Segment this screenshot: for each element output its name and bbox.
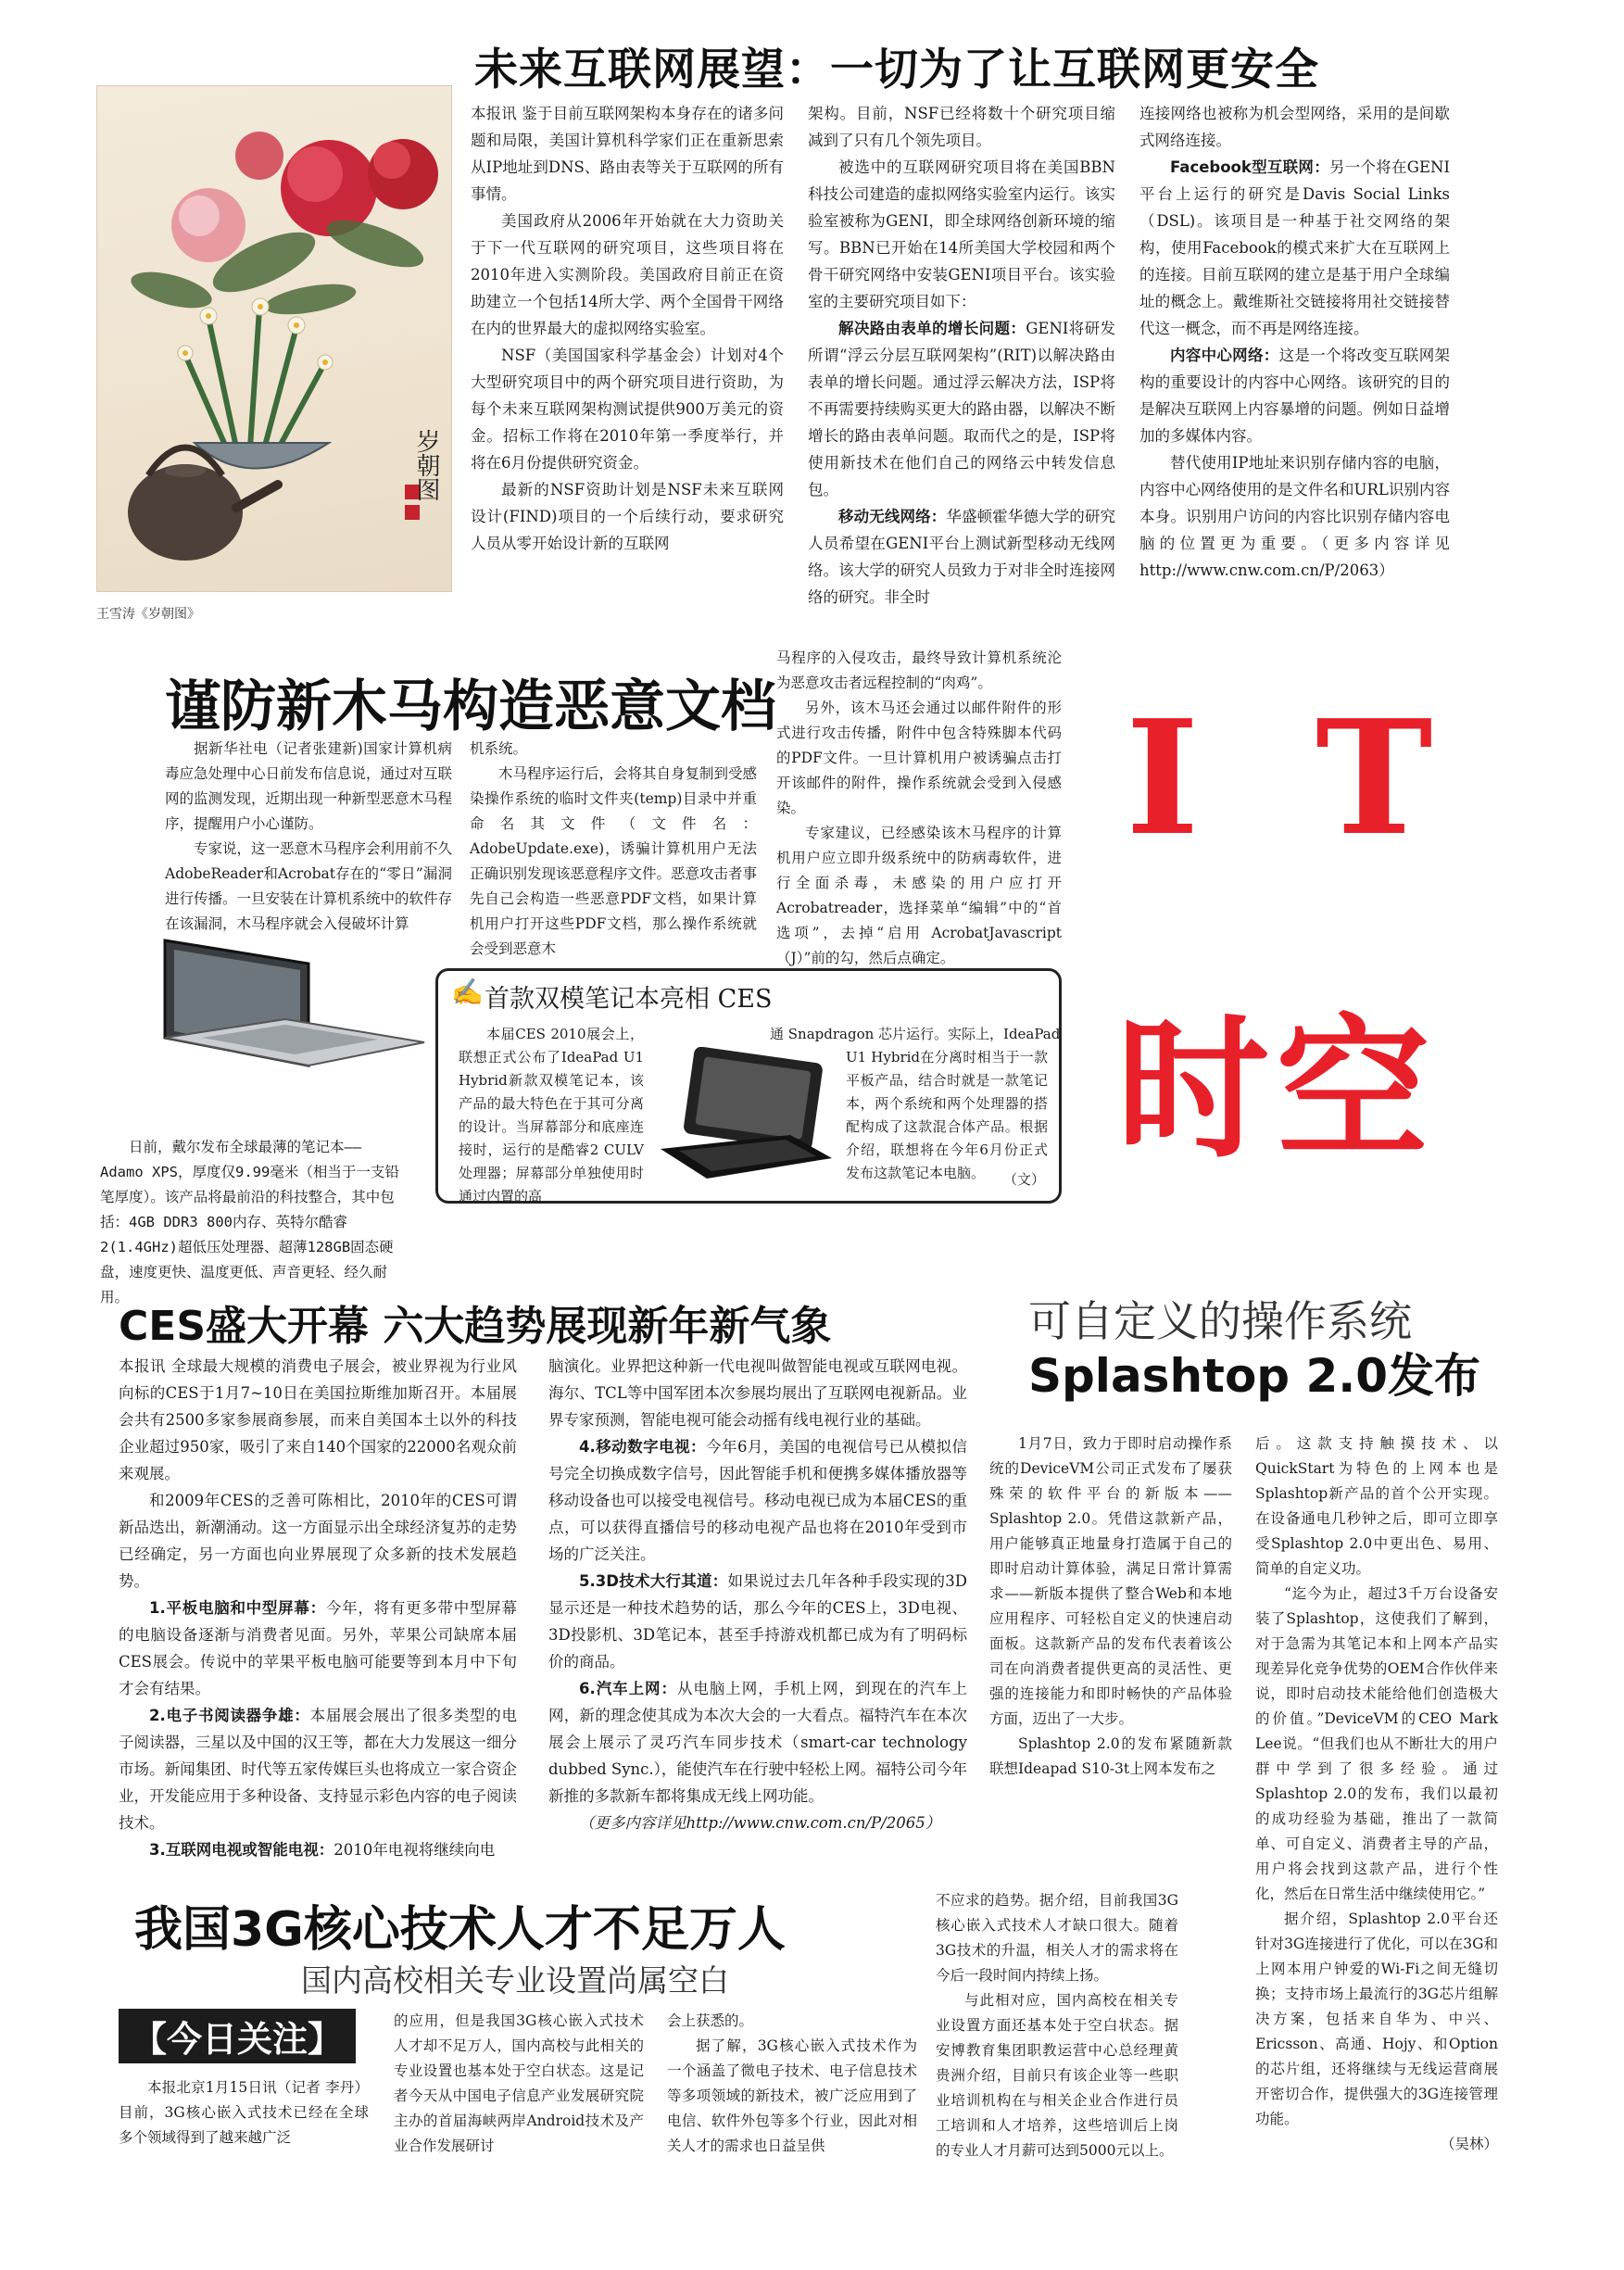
- paragraph: 本报北京1月15日讯（记者 李丹）目前，3G核心嵌入式技术已经在全球多个领域得到了越来越广泛: [119, 2079, 369, 2146]
- article1-title: 未来互联网展望：一切为了让互联网更安全: [474, 44, 1319, 95]
- paragraph: 移动无线网络：华盛顿霍华德大学的研究人员希望在GENI平台上测试新型移动无线网络。该大学的研究人员致力于对非全时连接网络的研究。非全时: [808, 508, 1116, 606]
- article5-col3: [667, 2009, 917, 2159]
- paragraph-lead-in: 2.电子书阅读器争雄：: [149, 1707, 310, 1724]
- paragraph: 3.互联网电视或智能电视：2010年电视将继续向电: [149, 1841, 496, 1859]
- article2-title: 谨防新木马构造恶意文档: [165, 675, 776, 739]
- paragraph: 解决路由表单的增长问题：GENI将研发所谓“浮云分层互联网架构”(RIT)以解决路由表单的增长问题。通过浮云解决方法，ISP将不再需要持续购买更大的路由器，以解决不断增长的路由表单问题。取而代之的是，ISP将使用新技术在他们自己的网络云中转发信息包。: [808, 320, 1115, 498]
- paragraph: 1月7日，致力于即时启动操作系统的DeviceVM公司正式发布了屡获殊荣的软件平台的新版本——Splashtop 2.0。凭借这款新产品，用户能够真正地量身打造属于自己的即时启动计算体验，满足日常计算需求——新版本提供了整合Web和本地应用程序、可轻松自定义的快速启动面板。这款新产品的发布代表着该公司在向消费者提供更高的灵活性、更强的连接能力和即时畅快的产品体验方面，迈出了一大步。: [989, 1435, 1232, 1727]
- notebook-box-signature: （文）: [1003, 1171, 1046, 1188]
- flower-painting-graphic: [97, 86, 451, 591]
- paragraph: （吴林）: [1440, 2136, 1498, 2152]
- article1-col2: [808, 100, 1115, 611]
- paragraph: 6.汽车上网：从电脑上网，手机上网，到现在的汽车上网，新的理念使其成为本次大会的一大看点。福特汽车在本次展会上展示了灵巧汽车同步技术（smart-car technology dubbed Sync.），能使汽车在行驶中轻松上网。福特公司今年新推的多款新车都将集成无线上网功能。: [548, 1680, 968, 1805]
- paragraph: 脑演化。业界把这种新一代电视叫做智能电视或互联网电视。海尔、TCL等中国军团本次参展均展出了互联网电视新品。业界专家预测，智能电视可能会动摇有线电视行业的基础。: [548, 1357, 967, 1429]
- paragraph: 美国政府从2006年开始就在大力资助关于下一代互联网的研究项目，这些项目将在2010年进入实测阶段。美国政府目前正在资助建立一个包括14所大学、两个全国骨干网络在内的世界最大的虚拟网络实验室。: [471, 212, 784, 337]
- it-banner-letter-i: I: [1126, 686, 1200, 871]
- article4-col2: [1255, 1431, 1498, 2157]
- paragraph: 内容中心网络：这是一个将改变互联网架构的重要设计的内容中心网络。该研究的目的是解决互联网上内容暴增的问题。例如日益增加的多媒体内容。: [1139, 347, 1451, 445]
- laptop-caption: 日前，戴尔发布全球最薄的笔记本——Adamo XPS，厚度仅9.99毫米（相当于一支铅笔厚度）。该产品将最前沿的科技整合，其中包括：4GB DDR3 800内存、英特尔酷睿2(1.4GHz)超低压处理器、超薄128GB固态硬盘，速度更快、温度更低、声音更轻、经久耐用。: [100, 1139, 399, 1305]
- paragraph-lead-in: 移动无线网络：: [838, 508, 947, 525]
- paragraph-lead-in: 1.平板电脑和中型屏幕：: [149, 1599, 326, 1617]
- laptop-photo: [146, 927, 434, 1112]
- paragraph: 马程序的入侵攻击，最终导致计算机系统沦为恶意攻击者远程控制的“肉鸡”。: [776, 649, 1062, 691]
- it-banner-shikong: 时空: [1116, 999, 1437, 1179]
- article5-title: 我国3G核心技术人才不足万人: [134, 1902, 786, 1958]
- article2-col1: [165, 737, 452, 937]
- paragraph: 连接网络也被称为机会型网络，采用的是间歇式网络连接。: [1139, 105, 1450, 149]
- paragraph: 后。这款支持触摸技术、以QuickStart为特色的上网本也是Splashtop新产品的首个公开实现。在设备通电几秒钟之后，即可立即享受Splashtop 2.0中更出色、易用、简单的自定义功。: [1255, 1435, 1498, 1577]
- paragraph-lead-in: 解决路由表单的增长问题：: [838, 320, 1026, 337]
- paragraph: 木马程序运行后，会将其自身复制到受感染操作系统的临时文件夹(temp)目录中并重命名其文件（文件名：AdobeUpdate.exe)，诱骗计算机用户无法正确识别发现该恶意程序文件。恶意攻击者事先自己会构造一些恶意PDF文档，如果计算机用户打开这些PDF文档，那么操作系统就会受到恶意木: [470, 765, 758, 957]
- paragraph: 的应用，但是我国3G核心嵌入式技术人才却不足万人，国内高校与此相关的专业设置也基本处于空白状态。这是记者今天从中国电子信息产业发展研究院主办的首届海峡两岸Android技术及产业合作发展研讨: [394, 2012, 644, 2154]
- paragraph: 据新华社电（记者张建新)国家计算机病毒应急处理中心日前发布信息说，通过对互联网的监测发现，近期出现一种新型恶意木马程序，提醒用户小心谨防。: [165, 740, 453, 832]
- paragraph: Splashtop 2.0的发布紧随新款联想Ideapad S10-3t上网本发布之: [989, 1735, 1232, 1777]
- article5-subtitle: 国内高校相关专业设置尚属空白: [301, 1962, 729, 1999]
- paragraph: 机系统。: [470, 740, 528, 757]
- notebook-box-text-top-right: 通 Snapdragon 芯片运行。实际上，IdeaPad: [770, 1026, 1061, 1042]
- notebook-box-title: 首款双模笔记本亮相 CES: [485, 985, 773, 1014]
- article3-title: CES盛大开幕 六大趋势展现新年新气象: [119, 1303, 832, 1350]
- paragraph: 本报讯 鉴于目前互联网架构本身存在的诸多问题和局限，美国计算机科学家们正在重新思索从IP地址到DNS、路由表等关于互联网的所有事情。: [471, 105, 784, 203]
- paragraph: 专家建议，已经感染该木马程序的计算机用户应立即升级系统中的防病毒软件，进行全面杀毒，未感染的用户应打开Acrobatreader，选择菜单“编辑”中的“首选项”，去掉“启用 AcrobatJavascript（J）”前的勾，然后点确定。: [776, 825, 1062, 966]
- paragraph: 本报讯 全球最大规模的消费电子展会，被业界视为行业风向标的CES于1月7~10日在美国拉斯维加斯召开。本届展会共有2500多家参展商参展，而来自美国本土以外的科技企业超过950家，吸引了来自140个国家的22000名观众前来观展。: [119, 1357, 517, 1482]
- article4-col1: [989, 1431, 1232, 1782]
- laptop-graphic: [146, 927, 434, 1112]
- pen-icon: ✍: [451, 977, 484, 1007]
- article1-col1: [471, 100, 784, 557]
- notebook-box-text-left: 本届CES 2010展会上，联想正式公布了IdeaPad U1 Hybrid新款双模笔记本，该产品的最大特色在于其可分离的设计。当屏幕部分和底座连接时，运行的是酷睿2 CULV处理器；屏幕部分单独使用时通过内置的高: [459, 1026, 644, 1204]
- paragraph: 另外，该木马还会通过以邮件附件的形式进行攻击传播，附件中包含特殊脚本代码的PDF文件。一旦计算机用户被诱骗点击打开该邮件的附件，操作系统就会受到入侵感染。: [776, 700, 1062, 816]
- paragraph: 与此相对应，国内高校在相关专业设置方面还基本处于空白状态。据安博教育集团职教运营中心总经理黄贵洲介绍，目前只有该企业等一些职业培训机构在与相关企业合作进行员工培训和人才培养，这些培训后上岗的专业人才月薪可达到5000元以上。: [936, 1992, 1178, 2159]
- notebook-box-text-right: U1 Hybrid在分离时相当于一款平板产品，结合时就是一款笔记本，两个系统和两个处理器的搭配构成了这款混合体产品。根据介绍，联想将在今年6月份正式发布这款笔记本电脑。: [846, 1049, 1048, 1181]
- today-focus-tag: 【今日关注】: [119, 2009, 356, 2063]
- paragraph: 架构。目前，NSF已经将数十个研究项目缩减到了只有几个领先项目。: [808, 105, 1115, 149]
- article5-col2: [394, 2009, 644, 2159]
- painting-caption: 王雪涛《岁朝图》: [96, 607, 200, 622]
- article5-col1: [119, 2075, 369, 2150]
- paragraph: NSF（美国国家科学基金会）计划对4个大型研究项目中的两个研究项目进行资助，为每个未来互联网架构测试提供900万美元的资金。招标工作将在2010年第一季度举行，并将在6月份提供研究资金。: [471, 347, 784, 472]
- hybrid-device-graphic: [651, 1047, 837, 1186]
- paragraph: 据介绍，Splashtop 2.0平台还针对3G连接进行了优化，可以在3G和上网本用户钟爱的Wi-Fi之间无缝切换；支持市场上最流行的3G芯片组解决方案，包括来自华为、中兴、Ericsson、高通、Hojy、和Option的芯片组，还将继续与无线运营商展开密切合作，提供强大的3G连接管理功能。: [1255, 1911, 1498, 2127]
- article4-title-line2: Splashtop 2.0发布: [1028, 1349, 1481, 1403]
- paragraph: 2.电子书阅读器争雄：本届展会展出了很多类型的电子阅读器，三星以及中国的汉王等，都在大力发展这一细分市场。新闻集团、时代等五家传媒巨头也将成立一家合资企业，开发能应用于多种设备、支持显示彩色内容的电子阅读技术。: [119, 1707, 518, 1832]
- paragraph: （更多内容详见http://www.cnw.com.cn/P/2065）: [579, 1814, 941, 1832]
- paragraph-lead-in: 4.移动数字电视：: [579, 1438, 706, 1456]
- painting-inscription: 岁朝图: [412, 429, 440, 501]
- device-photo: [651, 1047, 837, 1186]
- it-banner-letter-t: T: [1316, 686, 1433, 871]
- paragraph-lead-in: Facebook型互联网：: [1170, 158, 1329, 176]
- paragraph: 5.3D技术大行其道：如果说过去几年各种手段实现的3D显示还是一种技术趋势的话，那么今年的CES上，3D电视、3D投影机、3D笔记本，甚至手持游戏机都已成为有了明码标价的商品。: [548, 1572, 967, 1671]
- paragraph: 替代使用IP地址来识别存储内容的电脑，内容中心网络使用的是文件名和URL识别内容本身。识别用户访问的内容比识别存储内容电脑的位置更为重要。（更多内容详见http://www.cnw.com.cn/P/2063）: [1139, 454, 1450, 579]
- paragraph: 会上获悉的。: [667, 2012, 754, 2029]
- article3-col2: [548, 1353, 967, 1836]
- paragraph: Facebook型互联网：另一个将在GENI平台上运行的研究是Davis Social Links（DSL)。该项目是一种基于社交网络的架构，使用Facebook的模式来扩大在互联网上的连接。目前互联网的建立是基于用户全球编址的概念上。戴维斯社交链接将用社交链接替代这一概念，而不再是网络连接。: [1139, 158, 1450, 337]
- paragraph: 据了解，3G核心嵌入式技术作为一个涵盖了微电子技术、电子信息技术等多项领域的新技术，被广泛应用到了电信、软件外包等多个行业，因此对相关人才的需求也日益呈供: [667, 2037, 917, 2154]
- article5-col4: [936, 1888, 1178, 2163]
- notebook-box: [435, 968, 1062, 1204]
- seal-stamp: [405, 505, 420, 520]
- paragraph: 4.移动数字电视：今年6月，美国的电视信号已从模拟信号完全切换成数字信号，因此智能手机和便携多媒体播放器等移动设备也可以接受电视信号。移动电视已成为本届CES的重点，可以获得直播信号的移动电视产品也将在2010年受到市场的广泛关注。: [548, 1438, 967, 1563]
- paragraph-lead-in: 6.汽车上网：: [579, 1680, 677, 1697]
- paragraph-lead-in: 3.互联网电视或智能电视：: [149, 1841, 334, 1859]
- paragraph: “迄今为止，超过3千万台设备安装了Splashtop，这使我们了解到，对于急需为其笔记本和上网本产品实现差异化竞争优势的OEM合作伙伴来说，即时启动技术能给他们创造极大的价值。”DeviceVM的CEO Mark Lee说。“但我们也从不断壮大的用户群中学到了很多经验。通过Splashtop 2.0的发布，我们以最初的成功经验为基础，推出了一款简单、可自定义、消费者主导的产品，用户将会找到这款产品，进行个性化，然后在日常生活中继续使用它。”: [1255, 1585, 1498, 1902]
- paragraph: 和2009年CES的乏善可陈相比，2010年的CES可谓新品迭出，新潮涌动。这一方面显示出全球经济复苏的走势已经确定，另一方面也向业界展现了众多新的技术发展趋势。: [119, 1492, 517, 1590]
- paragraph: 1.平板电脑和中型屏幕：今年，将有更多带中型屏幕的电脑设备逐渐与消费者见面。另外，苹果公司缺席本届CES展会。传说中的苹果平板电脑可能要等到本月中下旬才会有结果。: [119, 1599, 518, 1697]
- paragraph-lead-in: 内容中心网络：: [1170, 347, 1279, 364]
- article3-col1: [119, 1353, 517, 1863]
- paragraph: 最新的NSF资助计划是NSF未来互联网设计(FIND)项目的一个后续行动，要求研究人员从零开始设计新的互联网: [471, 481, 784, 552]
- article1-col3: [1139, 100, 1450, 584]
- article4-title-line1: 可自定义的操作系统: [1028, 1296, 1412, 1346]
- article2-col2: [470, 737, 757, 962]
- paragraph-lead-in: 5.3D技术大行其道：: [579, 1572, 728, 1590]
- paragraph: 被选中的互联网研究项目将在美国BBN科技公司建造的虚拟网络实验室内运行。该实验室被称为GENI，即全球网络创新环境的缩写。BBN已开始在14所美国大学校园和两个骨干研究网络中安装GENI项目平台。该实验室的主要研究项目如下：: [808, 158, 1115, 310]
- paragraph: 专家说，这一恶意木马程序会利用前不久AdobeReader和Acrobat存在的“零日”漏洞进行传播。一旦安装在计算机系统中的软件存在该漏洞，木马程序就会入侵破坏计算: [165, 840, 453, 932]
- article2-col3: [776, 646, 1062, 971]
- paragraph: 不应求的趋势。据介绍，目前我国3G核心嵌入式技术人才缺口很大。随着3G技术的升温，相关人才的需求将在今后一段时间内持续上扬。: [936, 1892, 1178, 1984]
- painting-image: [96, 85, 452, 592]
